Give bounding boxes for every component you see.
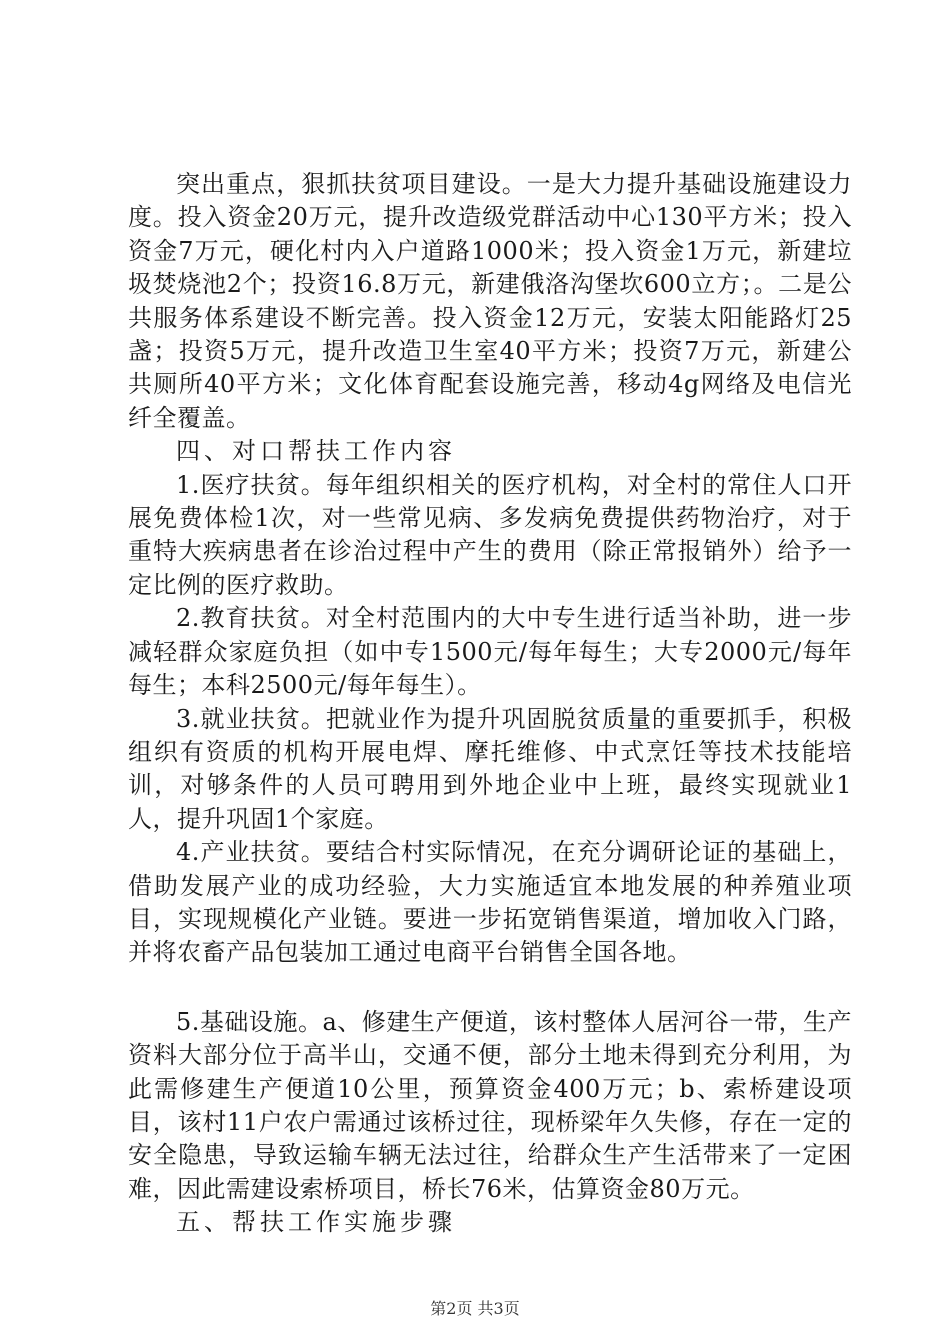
paragraph-gap	[128, 970, 852, 1006]
paragraph-infrastructure: 5.基础设施。a、修建生产便道，该村整体人居河谷一带，生产资料大部分位于高半山，交通不便，部分土地未得到充分利用，为此需修建生产便道10公里，预算资金400万元；b、索桥建设项目，该村11户农户需通过该桥过往，现桥梁年久失修，存在一定的安全隐患，导致运输车辆无法过往，给群众生产生活带来了一定困难，因此需建设索桥项目，桥长76米，估算资金80万元。	[128, 1007, 852, 1203]
paragraph-key-projects: 突出重点，狠抓扶贫项目建设。一是大力提升基础设施建设力度。投入资金20万元，提升改造级党群活动中心130平方米；投入资金7万元，硬化村内入户道路1000米；投入资金1万元，新建垃圾焚烧池2个；投资16.8万元，新建俄洛沟堡坎600立方；。二是公共服务体系建设不断完善。投入资金12万元，安装太阳能路灯25盏；投资5万元，提升改造卫生室40平方米；投资7万元，新建公共厕所40平方米；文化体育配套设施完善，移动4g网络及电信光纤全覆盖。	[128, 170, 852, 432]
paragraph-education-aid: 2.教育扶贫。对全村范围内的大中专生进行适当补助，进一步减轻群众家庭负担（如中专1500元/每年每生；大专2000元/每年每生；本科2500元/每年每生）。	[128, 604, 852, 700]
section-heading-5: 五、帮扶工作实施步骤	[176, 1208, 456, 1237]
paragraph-medical-aid: 1.医疗扶贫。每年组织相关的医疗机构，对全村的常住人口开展免费体检1次，对一些常见病、多发病免费提供药物治疗，对于重特大疾病患者在诊治过程中产生的费用（除正常报销外）给予一定比例的医疗救助。	[128, 470, 852, 599]
page-footer: 第2页 共3页	[430, 1299, 520, 1318]
document-body	[128, 168, 852, 1240]
paragraph-employment-aid: 3.就业扶贫。把就业作为提升巩固脱贫质量的重要抓手，积极组织有资质的机构开展电焊、摩托维修、中式烹饪等技术技能培训，对够条件的人员可聘用到外地企业中上班，最终实现就业1人，提升巩固1个家庭。	[128, 704, 852, 833]
paragraph-industry-aid: 4.产业扶贫。要结合村实际情况，在充分调研论证的基础上，借助发展产业的成功经验，大力实施适宜本地发展的种养殖业项目，实现规模化产业链。要进一步拓宽销售渠道，增加收入门路，并将农畜产品包装加工通过电商平台销售全国各地。	[128, 838, 852, 967]
section-heading-4: 四、对口帮扶工作内容	[176, 437, 456, 466]
